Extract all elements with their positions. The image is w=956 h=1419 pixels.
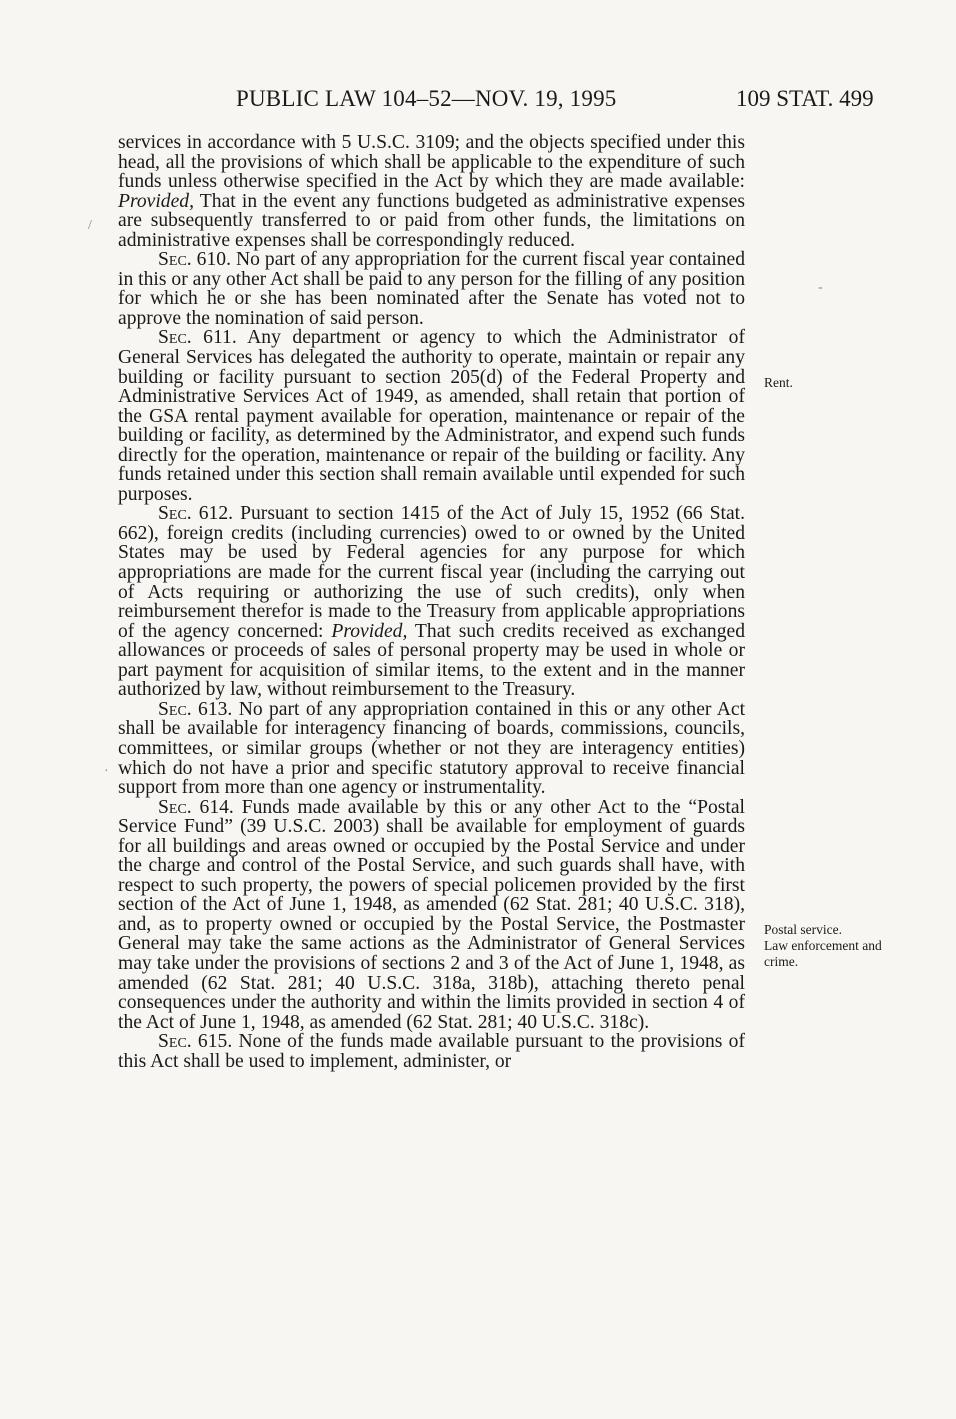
page-header-stat: 109 STAT. 499 xyxy=(736,86,874,111)
section-612 xyxy=(118,504,745,699)
scan-mark: · xyxy=(104,764,109,779)
section-label: Sec. 611. xyxy=(158,327,237,349)
margin-note-rent: Rent. xyxy=(764,375,793,390)
paragraph-text: No part of any appropriation for the current fiscal year contained in this or any other Act shall be paid to any person for the filling of any position for which he or she has been nominated after the Senate has voted not to approve the nomination of said person. xyxy=(118,249,745,329)
section-610 xyxy=(118,250,745,328)
paragraph-continued xyxy=(118,133,745,250)
paragraph-text: None of the funds made available pursuant to the provisions of this Act shall be used to implement, administer, or xyxy=(118,1031,746,1072)
paragraph-text: Funds made available by this or any other Act to the “Postal Service Fund” (39 U.S.C. 2003) shall be available for employment of guards for all buildings and areas owned or occupied by the Postal Service and under the charge and control of the Postal Service, and such guards shall have, with respect to such property, the powers of special policemen provided by the first section of the Act of June 1, 1948, as amended (62 Stat. 281; 40 U.S.C. 318), and, as to property owned or occupied by the Postal Service, the Postmaster General may take the same actions as the Administrator of General Services may take under the provisions of sections 2 and 3 of the Act of June 1, 1948, as amended (62 Stat. 281; 40 U.S.C. 318a, 318b), attaching thereto penal consequences under the authority and within the limits provided in section 4 of the Act of June 1, 1948, as amended (62 Stat. 281; 40 U.S.C. 318c). xyxy=(118,796,745,1033)
section-label: Sec. 613. xyxy=(158,698,233,720)
margin-note-line: Law enforcement and crime. xyxy=(764,938,882,969)
paragraph-text: Any department or agency to which the Administrator of General Services has delegated the authority to operate, maintain or repair any building or facility pursuant to section 205(d) of the Federal Property and Administrative Services Act of 1949, as amended, shall retain that portion of the GSA rental payment available for operation, maintenance or repair of the building or facility, as determined by the Administrator, and expend such funds directly for the operation, maintenance or repair of the building or facility. Any funds retained under this section shall remain available until expended for such purposes. xyxy=(118,327,745,505)
body-text xyxy=(118,133,745,1071)
margin-note-postal xyxy=(764,922,904,970)
section-label: Sec. 615. xyxy=(158,1031,233,1053)
page-header-title: PUBLIC LAW 104–52—NOV. 19, 1995 xyxy=(236,86,617,111)
paragraph-text: No part of any appropriation contained in this or any other Act shall be available for interagency financing of boards, commissions, councils, committees, or similar groups (whether or not they are interagency entities) which do not have a prior and specific statutory approval to receive financial support from more than one agency or instrumentality. xyxy=(118,698,746,799)
paragraph-text: Pursuant to section 1415 of the Act of July 15, 1952 (66 Stat. 662), foreign credits (including currencies) owed to or owned by the United States may be used by Federal agencies for any purpose for which appropriations are made for the current fiscal year (including the carrying out of Acts requiring or authorizing the use of such credits), only when reimbursement therefor is made to the Treasury from applicable appropriations of the agency concerned: xyxy=(118,503,745,642)
section-label: Sec. 612. xyxy=(158,503,234,525)
scan-mark: - xyxy=(818,280,823,295)
section-611 xyxy=(118,328,745,504)
section-613 xyxy=(118,700,745,798)
margin-note-line: Postal service. xyxy=(764,922,842,937)
section-label: Sec. 614. xyxy=(158,796,234,818)
paragraph-text: That in the event any functions budgeted as administrative expenses are subsequently transferred to or paid from other funds, the limitations on administrative expenses shall be correspondingly reduced. xyxy=(118,190,745,251)
section-label: Sec. 610. xyxy=(158,249,231,271)
section-615 xyxy=(118,1032,745,1071)
paragraph-text: services in accordance with 5 U.S.C. 3109; and the objects specified under this head, all the provisions of which shall be applicable to the expenditure of such funds unless otherwise specified in the Act by which they are made available: xyxy=(118,132,745,193)
paragraph-italic: Provided, xyxy=(118,190,194,212)
scan-mark: / xyxy=(88,218,92,233)
paragraph-italic: Provided, xyxy=(331,620,408,642)
section-614 xyxy=(118,798,745,1033)
paragraph-text: That such credits received as exchanged allowances or proceeds of sales of personal property may be used in whole or part payment for acquisition of similar items, to the extent and in the manner authorized by law, without reimbursement to the Treasury. xyxy=(118,620,745,701)
